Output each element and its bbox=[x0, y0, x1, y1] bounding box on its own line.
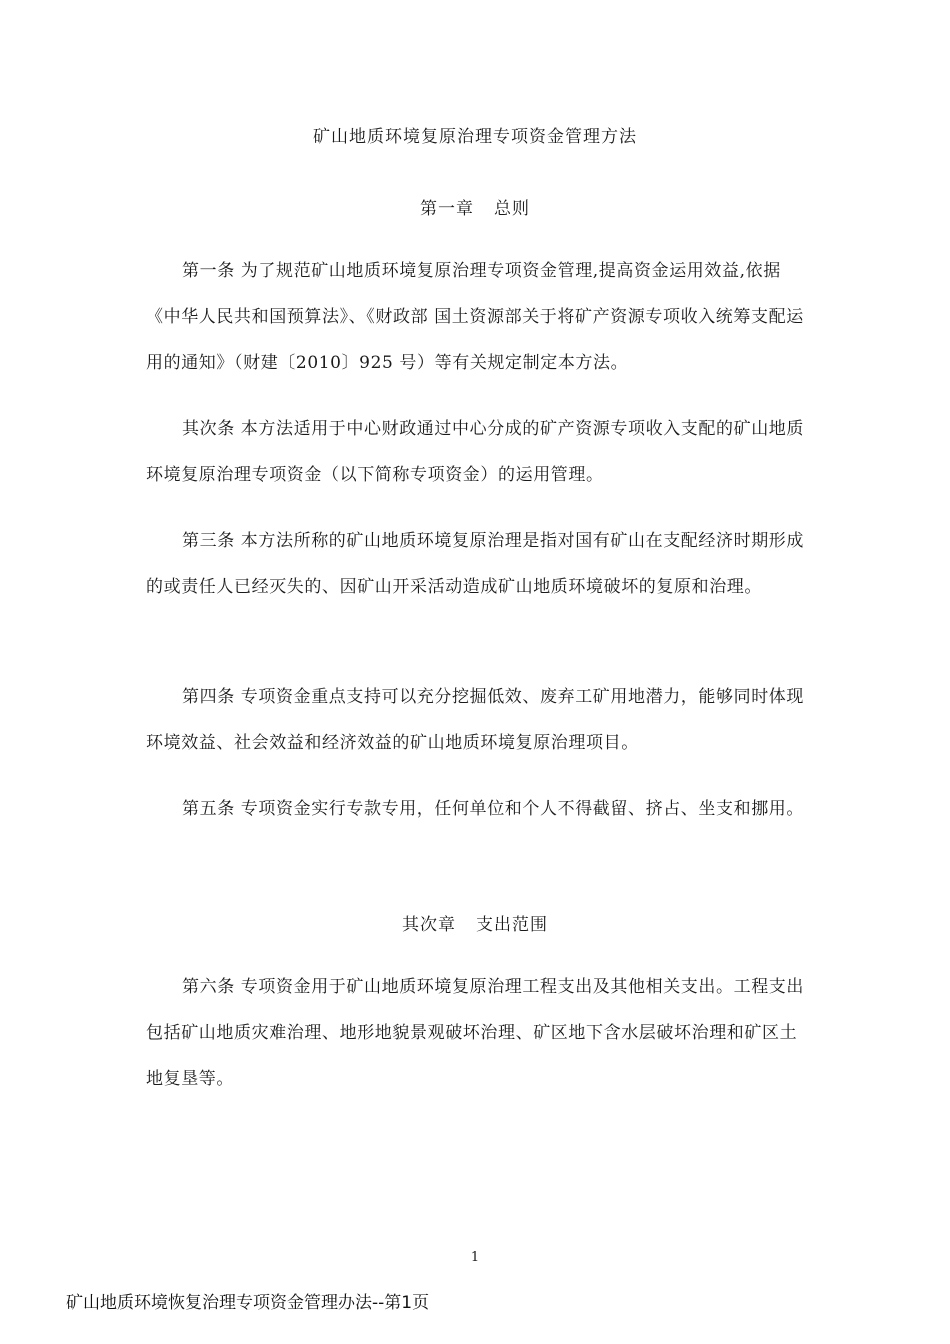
article-paragraph: 第四条 专项资金重点支持可以充分挖掘低效、废弃工矿用地潜力，能够同时体现环境效益、社会效益和经济效益的矿山地质环境复原治理项目。 bbox=[146, 687, 805, 753]
chapter-heading-1 bbox=[0, 194, 950, 219]
article-paragraph: 第六条 专项资金用于矿山地质环境复原治理工程支出及其他相关支出。工程支出包括矿山地质灾难治理、地形地貌景观破坏治理、矿区地下含水层破坏治理和矿区土地复垦等。 bbox=[146, 977, 805, 1089]
article-paragraph: 第五条 专项资金实行专款专用，任何单位和个人不得截留、挤占、坐支和挪用。 bbox=[182, 799, 805, 819]
page-number: 1 bbox=[470, 1250, 480, 1265]
article-paragraph: 第三条 本方法所称的矿山地质环境复原治理是指对国有矿山在支配经济时期形成的或责任人已经灭失的、因矿山开采活动造成矿山地质环境破坏的复原和治理。 bbox=[146, 531, 805, 597]
chapter-label: 第一章 bbox=[420, 199, 474, 219]
article-paragraph: 其次条 本方法适用于中心财政通过中心分成的矿产资源专项收入支配的矿山地质环境复原治理专项资金（以下简称专项资金）的运用管理。 bbox=[146, 419, 805, 485]
chapter-name: 支出范围 bbox=[476, 915, 548, 935]
document-title: 矿山地质环境复原治理专项资金管理方法 bbox=[313, 127, 637, 147]
chapter-name: 总则 bbox=[494, 199, 530, 219]
footer-caption: 矿山地质环境恢复治理专项资金管理办法--第1页 bbox=[66, 1293, 430, 1313]
chapter-heading-2 bbox=[0, 910, 950, 935]
article-paragraph: 第一条 为了规范矿山地质环境复原治理专项资金管理,提高资金运用效益,依据《中华人民共和国预算法》、《财政部 国土资源部关于将矿产资源专项收入统筹支配运用的通知》（财建〔2010〕925 号）等有关规定制定本方法。 bbox=[146, 261, 804, 373]
chapter-label: 其次章 bbox=[402, 915, 456, 935]
